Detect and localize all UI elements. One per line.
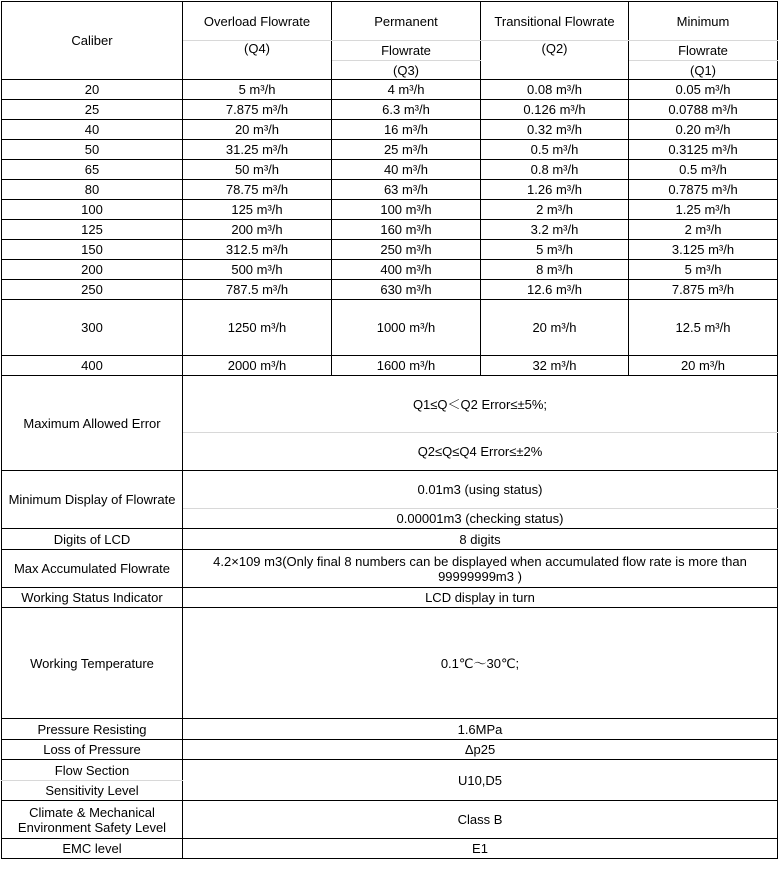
permanent-cell: 160 m³/h: [332, 220, 481, 240]
minimum-cell: 3.125 m³/h: [629, 240, 778, 260]
max-error-label: Maximum Allowed Error: [2, 376, 183, 471]
lcd-digits-value: 8 digits: [183, 529, 778, 550]
temperature-value: 0.1℃～30℃;: [183, 608, 778, 719]
minimum-cell: 0.3125 m³/h: [629, 140, 778, 160]
caliber-cell: 200: [2, 260, 183, 280]
transitional-cell: 0.32 m³/h: [481, 120, 629, 140]
table-row: [2, 260, 778, 280]
minimum-cell: 20 m³/h: [629, 356, 778, 376]
table-row: [2, 220, 778, 240]
caliber-cell: 400: [2, 356, 183, 376]
minimum-cell: 0.5 m³/h: [629, 160, 778, 180]
transitional-cell: 3.2 m³/h: [481, 220, 629, 240]
overload-cell: 312.5 m³/h: [183, 240, 332, 260]
table-row: [2, 160, 778, 180]
climate-label: Climate & Mechanical Environment Safety Level: [2, 801, 183, 839]
status-indicator-label: Working Status Indicator: [2, 588, 183, 608]
max-accum-label: Max Accumulated Flowrate: [2, 550, 183, 588]
table-row: [2, 100, 778, 120]
max-accum-value: 4.2×109 m3(Only final 8 numbers can be displayed when accumulated flow rate is more than 99999999m3 ): [183, 550, 778, 588]
permanent-header: Permanent: [332, 2, 481, 41]
transitional-cell: 20 m³/h: [481, 300, 629, 356]
permanent-cell: 1000 m³/h: [332, 300, 481, 356]
table-row: [2, 140, 778, 160]
overload-header: Overload Flowrate: [183, 2, 332, 41]
flow-section-label: Flow Section: [2, 760, 183, 781]
minimum-cell: 2 m³/h: [629, 220, 778, 240]
overload-cell: 20 m³/h: [183, 120, 332, 140]
transitional-cell: 2 m³/h: [481, 200, 629, 220]
transitional-cell: 8 m³/h: [481, 260, 629, 280]
transitional-cell: 1.26 m³/h: [481, 180, 629, 200]
overload-cell: 50 m³/h: [183, 160, 332, 180]
permanent-cell: 6.3 m³/h: [332, 100, 481, 120]
permanent-cell: 250 m³/h: [332, 240, 481, 260]
min-display-line2: 0.00001m3 (checking status): [183, 509, 778, 529]
caliber-cell: 300: [2, 300, 183, 356]
table-row: [2, 280, 778, 300]
overload-cell: 31.25 m³/h: [183, 140, 332, 160]
permanent-cell: 16 m³/h: [332, 120, 481, 140]
pressure-label: Pressure Resisting: [2, 719, 183, 740]
transitional-header: Transitional Flowrate: [481, 2, 629, 41]
overload-cell: 125 m³/h: [183, 200, 332, 220]
table-row: [2, 120, 778, 140]
caliber-cell: 150: [2, 240, 183, 260]
table-row: [2, 80, 778, 100]
loss-label: Loss of Pressure: [2, 740, 183, 760]
caliber-cell: 50: [2, 140, 183, 160]
caliber-cell: 40: [2, 120, 183, 140]
loss-value: Δp25: [183, 740, 778, 760]
min-display-label: Minimum Display of Flowrate: [2, 471, 183, 529]
caliber-cell: 100: [2, 200, 183, 220]
lcd-digits-label: Digits of LCD: [2, 529, 183, 550]
emc-value: E1: [183, 839, 778, 859]
permanent-cell: 630 m³/h: [332, 280, 481, 300]
permanent-cell: 100 m³/h: [332, 200, 481, 220]
table-row: [2, 240, 778, 260]
climate-value: Class B: [183, 801, 778, 839]
max-error-line1: Q1≤Q＜Q2 Error≤±5%;: [183, 376, 778, 433]
minimum-code: (Q1): [629, 61, 778, 80]
table-row: [2, 300, 778, 356]
permanent-code: (Q3): [332, 61, 481, 80]
overload-cell: 500 m³/h: [183, 260, 332, 280]
status-indicator-value: LCD display in turn: [183, 588, 778, 608]
permanent-header-line2: Flowrate: [332, 41, 481, 61]
minimum-cell: 1.25 m³/h: [629, 200, 778, 220]
transitional-cell: 0.8 m³/h: [481, 160, 629, 180]
transitional-cell: 0.126 m³/h: [481, 100, 629, 120]
sensitivity-label: Sensitivity Level: [2, 781, 183, 801]
table-row: [2, 356, 778, 376]
permanent-cell: 1600 m³/h: [332, 356, 481, 376]
minimum-cell: 5 m³/h: [629, 260, 778, 280]
overload-cell: 200 m³/h: [183, 220, 332, 240]
minimum-cell: 0.20 m³/h: [629, 120, 778, 140]
flowrate-spec-table: [1, 1, 778, 859]
overload-code: (Q4): [183, 41, 332, 80]
flow-sensitivity-value: U10,D5: [183, 760, 778, 801]
overload-cell: 7.875 m³/h: [183, 100, 332, 120]
transitional-code: (Q2): [481, 41, 629, 80]
temperature-label: Working Temperature: [2, 608, 183, 719]
minimum-cell: 0.0788 m³/h: [629, 100, 778, 120]
permanent-cell: 63 m³/h: [332, 180, 481, 200]
caliber-cell: 65: [2, 160, 183, 180]
caliber-header: Caliber: [2, 2, 183, 80]
minimum-header: Minimum: [629, 2, 778, 41]
caliber-cell: 20: [2, 80, 183, 100]
permanent-cell: 400 m³/h: [332, 260, 481, 280]
caliber-cell: 125: [2, 220, 183, 240]
minimum-header-line2: Flowrate: [629, 41, 778, 61]
minimum-cell: 0.05 m³/h: [629, 80, 778, 100]
permanent-cell: 4 m³/h: [332, 80, 481, 100]
table-row: [2, 180, 778, 200]
transitional-cell: 0.5 m³/h: [481, 140, 629, 160]
overload-cell: 787.5 m³/h: [183, 280, 332, 300]
min-display-line1: 0.01m3 (using status): [183, 471, 778, 509]
max-error-line2: Q2≤Q≤Q4 Error≤±2%: [183, 433, 778, 471]
caliber-cell: 250: [2, 280, 183, 300]
pressure-value: 1.6MPa: [183, 719, 778, 740]
overload-cell: 5 m³/h: [183, 80, 332, 100]
caliber-cell: 80: [2, 180, 183, 200]
emc-label: EMC level: [2, 839, 183, 859]
transitional-cell: 12.6 m³/h: [481, 280, 629, 300]
permanent-cell: 40 m³/h: [332, 160, 481, 180]
minimum-cell: 12.5 m³/h: [629, 300, 778, 356]
overload-cell: 1250 m³/h: [183, 300, 332, 356]
permanent-cell: 25 m³/h: [332, 140, 481, 160]
transitional-cell: 5 m³/h: [481, 240, 629, 260]
minimum-cell: 0.7875 m³/h: [629, 180, 778, 200]
table-row: [2, 200, 778, 220]
transitional-cell: 0.08 m³/h: [481, 80, 629, 100]
transitional-cell: 32 m³/h: [481, 356, 629, 376]
caliber-cell: 25: [2, 100, 183, 120]
minimum-cell: 7.875 m³/h: [629, 280, 778, 300]
overload-cell: 2000 m³/h: [183, 356, 332, 376]
overload-cell: 78.75 m³/h: [183, 180, 332, 200]
